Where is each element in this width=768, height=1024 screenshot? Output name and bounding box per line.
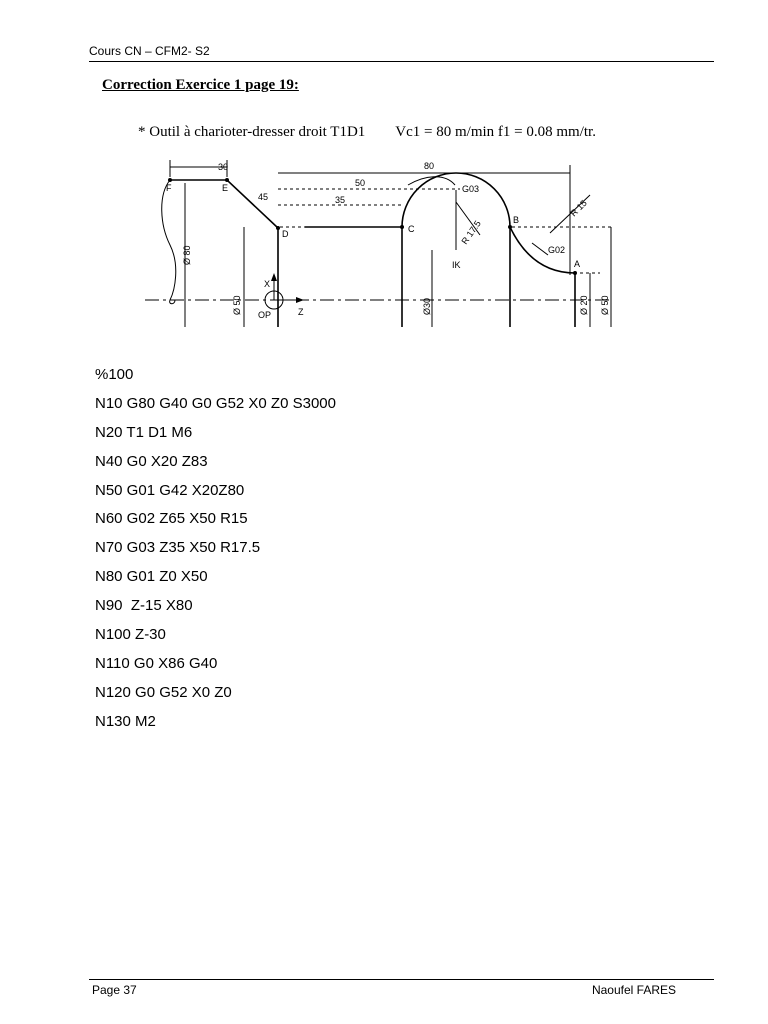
- dim-45: 45: [258, 192, 269, 202]
- diam-20: Ø 20: [579, 295, 589, 315]
- label-g02: G02: [548, 245, 566, 255]
- program-line: N50 G01 G42 X20Z80: [95, 481, 245, 499]
- dim-50: 50: [355, 178, 366, 188]
- header-rule: [89, 61, 714, 62]
- diam-80: Ø 80: [182, 245, 192, 265]
- program-line: N120 G0 G52 X0 Z0: [95, 683, 232, 701]
- cutting-parameters: Vc1 = 80 m/min f1 = 0.08 mm/tr.: [395, 124, 596, 140]
- program-line: N80 G01 Z0 X50: [95, 568, 208, 586]
- program-line: N10 G80 G40 G0 G52 X0 Z0 S3000: [95, 394, 336, 412]
- arc-g02: [510, 227, 575, 273]
- page-number: Page 37: [92, 983, 137, 997]
- program-line: N130 M2: [95, 712, 156, 730]
- program-line: N110 G0 X86 G40: [95, 654, 218, 672]
- program-line: %100: [95, 366, 134, 383]
- exercise-title: Correction Exercice 1 page 19:: [102, 77, 299, 93]
- program-line: N60 G02 Z65 X50 R15: [95, 510, 248, 528]
- label-c: C: [408, 224, 415, 234]
- program-line: N90 Z-15 X80: [95, 597, 193, 615]
- footer-rule: [89, 979, 714, 980]
- dim-35: 35: [335, 195, 346, 205]
- label-f: F: [166, 183, 172, 193]
- author-name: Naoufel FARES: [591, 983, 676, 997]
- page-header: Cours CN – CFM2- S2: [89, 44, 210, 58]
- program-line: N70 G03 Z35 X50 R17.5: [95, 539, 261, 557]
- label-b: B: [513, 215, 520, 225]
- dim-80: 80: [424, 161, 435, 171]
- label-e: E: [222, 183, 229, 193]
- label-x: X: [264, 279, 271, 289]
- program-line: N100 Z-30: [95, 626, 166, 644]
- program-line: N20 T1 D1 M6: [95, 423, 193, 441]
- tool-line: [138, 124, 596, 141]
- tool-description: * Outil à charioter-dresser droit T1D1: [138, 124, 366, 140]
- label-ik: IK: [452, 260, 461, 270]
- diam-50-right: Ø 50: [600, 295, 610, 315]
- label-g03: G03: [462, 184, 480, 194]
- nc-program: [95, 365, 336, 741]
- label-d: D: [282, 229, 289, 239]
- diam-50-left: Ø 50: [232, 295, 242, 315]
- program-line: N40 G0 X20 Z83: [95, 452, 208, 470]
- label-op: OP: [258, 310, 272, 320]
- label-r175: R 17.5: [459, 218, 483, 247]
- dim-30: 30: [218, 162, 229, 172]
- diam-30: Ø30: [422, 297, 432, 315]
- part-drawing: [140, 155, 620, 330]
- label-a: A: [574, 259, 581, 269]
- label-z: Z: [298, 307, 304, 317]
- label-r15: R 15: [568, 197, 589, 219]
- stock-break: [162, 180, 176, 304]
